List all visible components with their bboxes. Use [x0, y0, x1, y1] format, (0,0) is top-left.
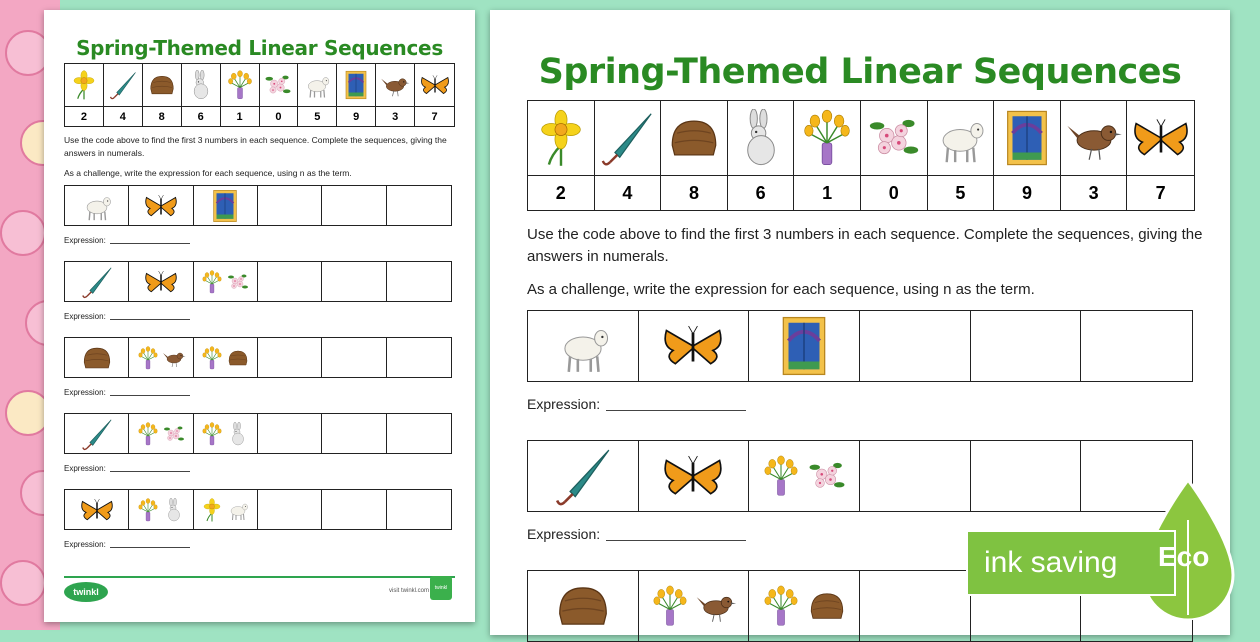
code-cell-number: 1: [221, 106, 260, 127]
code-cell-picture: [994, 101, 1061, 175]
answer-cell[interactable]: [860, 441, 971, 511]
tulip-vase-icon: [760, 585, 802, 627]
code-cell-number: 5: [298, 106, 337, 127]
tulip-vase-icon: [760, 455, 802, 497]
answer-cell[interactable]: [322, 186, 386, 225]
sequence-term-cell: [129, 186, 193, 225]
daffodil-icon: [200, 498, 224, 522]
ink-saving-label: ink saving: [984, 546, 1118, 579]
code-cell-picture: [1061, 101, 1128, 175]
answer-cell[interactable]: [387, 186, 451, 225]
expression-field[interactable]: [64, 464, 190, 473]
rabbit-icon: [732, 109, 790, 167]
page-title-large: Spring-Themed Linear Sequences: [538, 52, 1182, 92]
code-cell-number: 4: [595, 175, 662, 211]
sequence-term-cell: [129, 490, 193, 529]
window-icon: [773, 315, 835, 377]
butterfly-icon: [144, 265, 178, 299]
code-cell-picture: [928, 101, 995, 175]
tulip-vase-icon: [136, 422, 160, 446]
answer-cell[interactable]: [258, 338, 322, 377]
answer-cell[interactable]: [258, 490, 322, 529]
sequence-term-cell: [129, 338, 193, 377]
tulip-vase-icon: [200, 422, 224, 446]
expression-field[interactable]: [64, 388, 190, 397]
footer-badge: twinkl: [430, 576, 452, 600]
sequence-row: [64, 489, 452, 530]
lamb-icon: [931, 109, 989, 167]
expression-label: Expression:: [64, 236, 106, 245]
code-cell-picture: [1127, 101, 1194, 175]
footer-divider: [64, 576, 455, 578]
rabbit-icon: [162, 498, 186, 522]
code-cell-picture: [65, 64, 104, 106]
expression-label: Expression:: [64, 388, 106, 397]
worksheet-thumbnail: [44, 10, 475, 622]
umbrella-icon: [598, 109, 656, 167]
answer-cell[interactable]: [322, 338, 386, 377]
expression-field[interactable]: [64, 312, 190, 321]
code-cell-picture: [415, 64, 454, 106]
expression-answer-line[interactable]: [110, 471, 190, 472]
sequence-term-cell: [528, 441, 639, 511]
cake-icon: [80, 341, 114, 375]
wren-icon: [1065, 109, 1123, 167]
sequence-term-cell: [65, 338, 129, 377]
expression-label: Expression:: [64, 312, 106, 321]
sequence-row: [527, 440, 1193, 512]
cake-icon: [806, 585, 848, 627]
code-key-table-large: [527, 100, 1195, 211]
lamb-icon: [226, 498, 250, 522]
expression-answer-line[interactable]: [110, 319, 190, 320]
twinkl-logo: twinkl: [64, 582, 108, 602]
code-cell-number: 6: [728, 175, 795, 211]
sequence-term-cell: [528, 571, 639, 641]
code-cell-picture: [728, 101, 795, 175]
sequence-row: [64, 185, 452, 226]
cake-icon: [226, 346, 250, 370]
expression-label: Expression:: [527, 526, 601, 542]
answer-cell[interactable]: [322, 262, 386, 301]
code-cell-picture: [143, 64, 182, 106]
sequence-row: [64, 413, 452, 454]
umbrella-icon: [552, 445, 614, 507]
code-cell-picture: [221, 64, 260, 106]
sequence-term-cell: [65, 490, 129, 529]
sequence-term-cell: [194, 186, 258, 225]
expression-answer-line[interactable]: [110, 547, 190, 548]
expression-answer-line[interactable]: [110, 395, 190, 396]
code-cell-number: 3: [1061, 175, 1128, 211]
code-cell-number: 0: [260, 106, 299, 127]
code-cell-picture: [661, 101, 728, 175]
sequence-term-cell: [65, 262, 129, 301]
code-cell-picture: [260, 64, 299, 106]
sequence-term-cell: [749, 441, 860, 511]
code-key-table: [64, 63, 455, 127]
sequence-term-cell: [749, 311, 860, 381]
window-icon: [341, 70, 371, 100]
challenge-text-large: As a challenge, write the expression for each sequence, using n as the term.: [527, 281, 1035, 298]
cake-icon: [552, 575, 614, 637]
sequence-term-cell: [65, 414, 129, 453]
code-cell-picture: [104, 64, 143, 106]
blossom-icon: [263, 70, 293, 100]
tulip-vase-icon: [200, 346, 224, 370]
code-cell-number: 7: [415, 106, 454, 127]
butterfly-icon: [80, 493, 114, 527]
lamb-icon: [80, 189, 114, 223]
sequence-term-cell: [129, 262, 193, 301]
tulip-vase-icon: [798, 109, 856, 167]
ink-saving-banner: [966, 530, 1176, 596]
code-cell-number: 9: [994, 175, 1061, 211]
code-cell-picture: [376, 64, 415, 106]
sequence-term-cell: [639, 311, 750, 381]
answer-cell[interactable]: [387, 414, 451, 453]
answer-cell[interactable]: [860, 571, 971, 641]
answer-cell[interactable]: [258, 186, 322, 225]
footer-url: visit twinkl.com: [389, 588, 430, 594]
code-cell-number: 2: [65, 106, 104, 127]
flower-decoration: [0, 210, 46, 256]
rabbit-icon: [186, 70, 216, 100]
expression-answer-line[interactable]: [606, 540, 746, 541]
expression-label: Expression:: [64, 464, 106, 473]
daffodil-icon: [69, 70, 99, 100]
tulip-vase-icon: [649, 585, 691, 627]
tulip-vase-icon: [136, 498, 160, 522]
page-title: Spring-Themed Linear Sequences: [76, 36, 443, 60]
expression-field[interactable]: [527, 396, 746, 412]
code-cell-number: 1: [794, 175, 861, 211]
cake-icon: [665, 109, 723, 167]
code-cell-picture: [595, 101, 662, 175]
tulip-vase-icon: [225, 70, 255, 100]
code-cell-picture: [528, 101, 595, 175]
blossom-icon: [226, 270, 250, 294]
answer-cell[interactable]: [387, 338, 451, 377]
window-icon: [998, 109, 1056, 167]
answer-cell[interactable]: [387, 490, 451, 529]
expression-field[interactable]: [64, 236, 190, 245]
expression-answer-line[interactable]: [110, 243, 190, 244]
wren-icon: [695, 585, 737, 627]
eco-label: Eco: [1158, 541, 1210, 572]
answer-cell[interactable]: [258, 414, 322, 453]
sequence-term-cell: [639, 571, 750, 641]
code-cell-number: 3: [376, 106, 415, 127]
code-cell-number: 9: [337, 106, 376, 127]
sequence-term-cell: [194, 338, 258, 377]
umbrella-icon: [108, 70, 138, 100]
answer-cell[interactable]: [971, 311, 1082, 381]
code-cell-number: 2: [528, 175, 595, 211]
code-cell-number: 8: [143, 106, 182, 127]
code-cell-number: 6: [182, 106, 221, 127]
answer-cell[interactable]: [971, 441, 1082, 511]
instructions-text-large: Use the code above to find the first 3 numbers in each sequence. Complete the sequences, giving the answers in numerals.: [527, 226, 1203, 265]
umbrella-icon: [80, 265, 114, 299]
lamb-icon: [302, 70, 332, 100]
code-cell-number: 7: [1127, 175, 1194, 211]
daffodil-icon: [532, 109, 590, 167]
sequence-term-cell: [639, 441, 750, 511]
code-cell-number: 0: [861, 175, 928, 211]
answer-cell[interactable]: [322, 490, 386, 529]
butterfly-icon: [420, 70, 450, 100]
butterfly-icon: [662, 315, 724, 377]
butterfly-icon: [144, 189, 178, 223]
code-cell-picture: [337, 64, 376, 106]
expression-label: Expression:: [64, 540, 106, 549]
instructions-text: Use the code above to find the first 3 numbers in each sequence. Complete the sequences, giving the answers in numerals.: [64, 135, 447, 158]
sequence-term-cell: [194, 414, 258, 453]
wren-icon: [380, 70, 410, 100]
code-cell-picture: [794, 101, 861, 175]
code-cell-number: 8: [661, 175, 728, 211]
butterfly-icon: [662, 445, 724, 507]
umbrella-icon: [80, 417, 114, 451]
expression-field[interactable]: [64, 540, 190, 549]
expression-answer-line[interactable]: [606, 410, 746, 411]
sequence-row: [64, 261, 452, 302]
code-cell-picture: [298, 64, 337, 106]
answer-cell[interactable]: [387, 262, 451, 301]
expression-field[interactable]: [527, 526, 746, 542]
sequence-term-cell: [749, 571, 860, 641]
sequence-row: [527, 310, 1193, 382]
blossom-icon: [162, 422, 186, 446]
answer-cell[interactable]: [258, 262, 322, 301]
code-cell-number: 4: [104, 106, 143, 127]
window-icon: [208, 189, 242, 223]
sequence-term-cell: [528, 311, 639, 381]
code-cell-picture: [861, 101, 928, 175]
answer-cell[interactable]: [1081, 311, 1192, 381]
expression-label: Expression:: [527, 396, 601, 412]
tulip-vase-icon: [200, 270, 224, 294]
sequence-row: [64, 337, 452, 378]
answer-cell[interactable]: [860, 311, 971, 381]
cake-icon: [147, 70, 177, 100]
flower-decoration: [0, 560, 46, 606]
butterfly-icon: [1132, 109, 1190, 167]
sequence-term-cell: [65, 186, 129, 225]
sequence-term-cell: [129, 414, 193, 453]
rabbit-icon: [226, 422, 250, 446]
code-cell-picture: [182, 64, 221, 106]
tulip-vase-icon: [136, 346, 160, 370]
sequence-term-cell: [194, 262, 258, 301]
challenge-text: As a challenge, write the expression for each sequence, using n as the term.: [64, 168, 352, 178]
lamb-icon: [552, 315, 614, 377]
blossom-icon: [865, 109, 923, 167]
wren-icon: [162, 346, 186, 370]
answer-cell[interactable]: [322, 414, 386, 453]
code-cell-number: 5: [928, 175, 995, 211]
sequence-term-cell: [194, 490, 258, 529]
blossom-icon: [806, 455, 848, 497]
